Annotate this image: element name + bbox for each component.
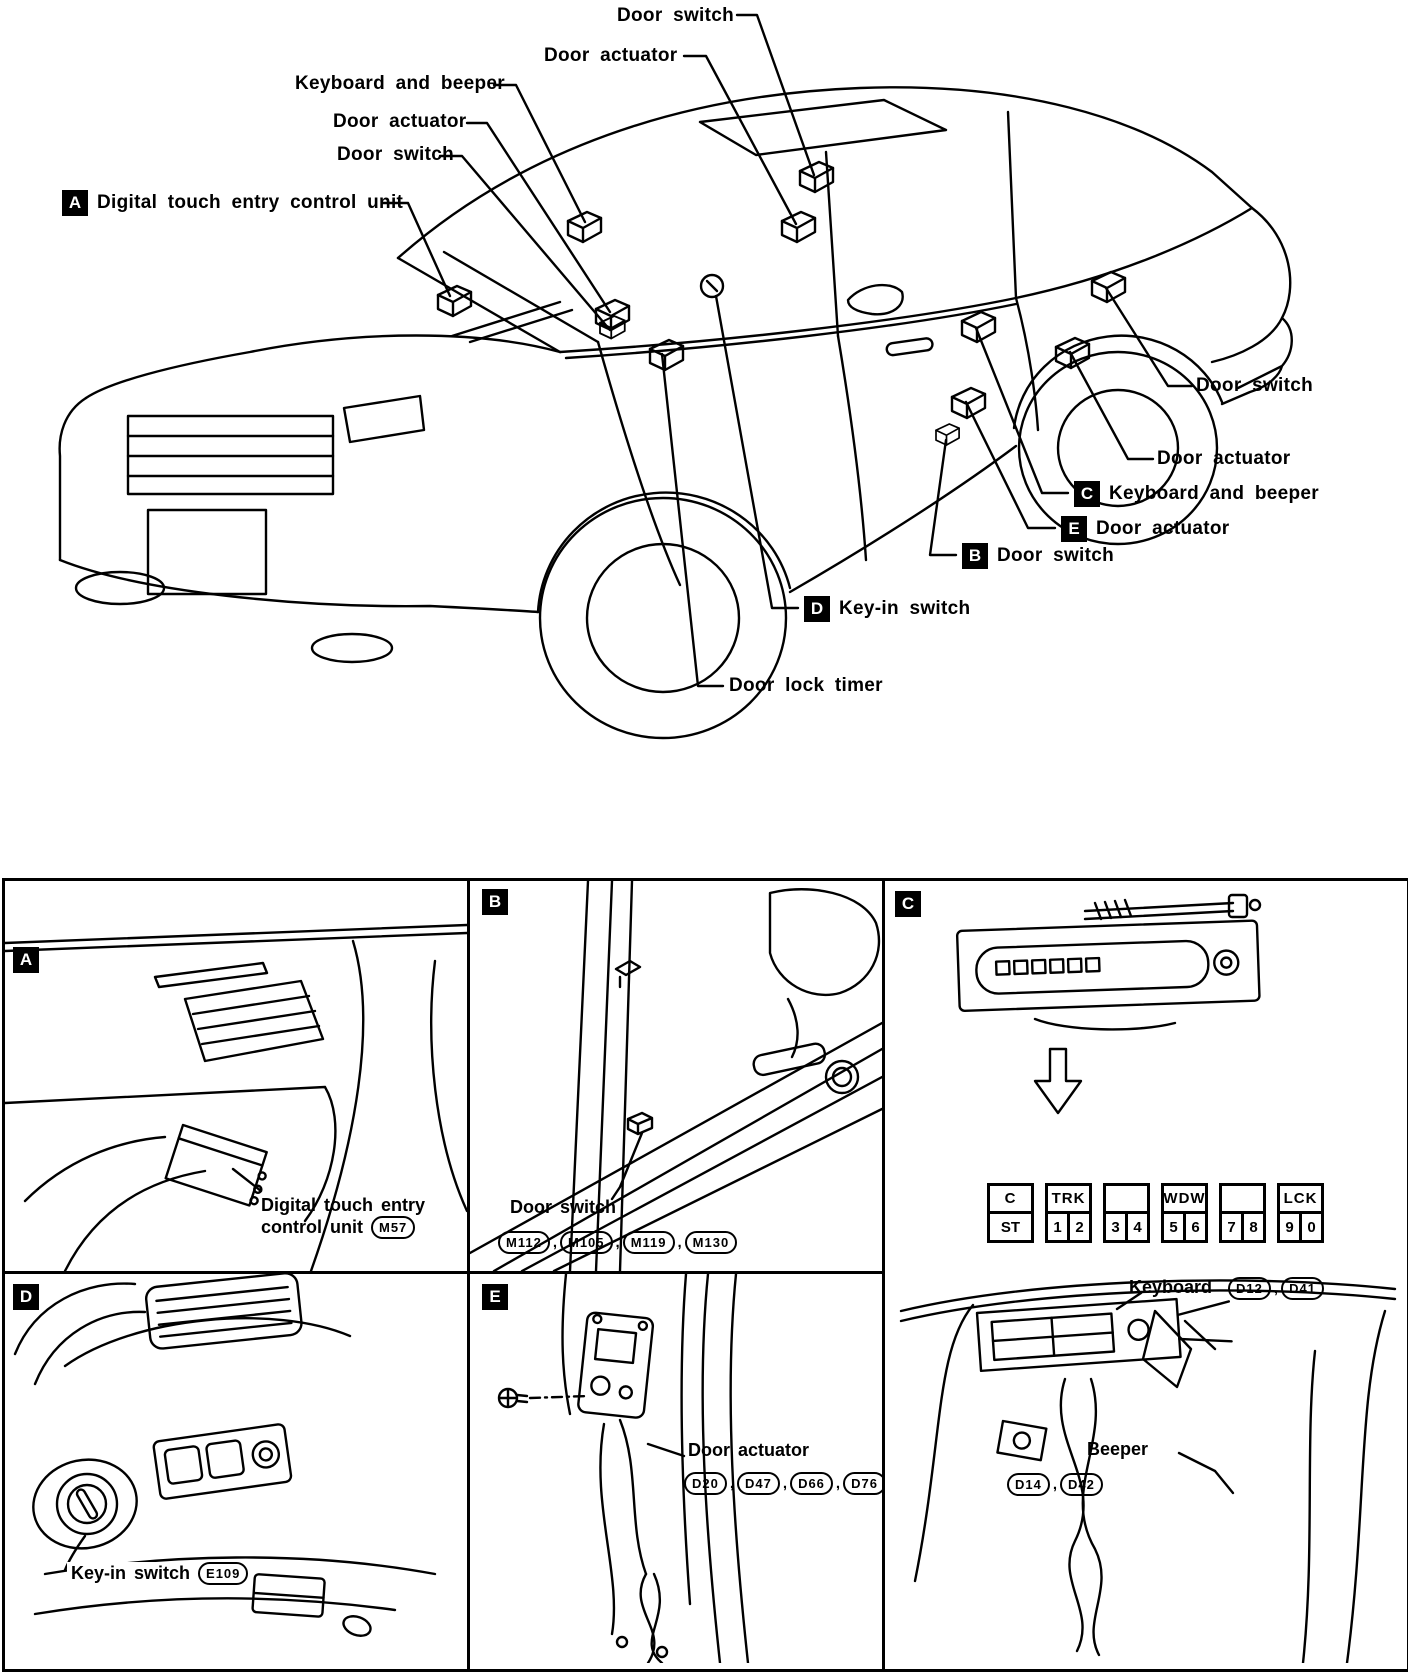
- connector-code: D12: [1228, 1277, 1271, 1300]
- panel-c-beeper-caption: [1087, 1439, 1148, 1460]
- connector-code: D66: [790, 1472, 833, 1495]
- connector-code: D47: [737, 1472, 780, 1495]
- panel-e: [470, 1274, 882, 1663]
- connector-code: D20: [684, 1472, 727, 1495]
- code-separator: ,: [729, 1475, 735, 1492]
- caption-line: control unit: [261, 1217, 363, 1237]
- side-mirror: [848, 285, 903, 314]
- panel-c-art: [885, 881, 1407, 1663]
- connector-code: D41: [1281, 1277, 1324, 1300]
- callout-label: Door switch: [1196, 375, 1314, 396]
- code-separator: ,: [615, 1234, 620, 1251]
- license-plate: [148, 510, 266, 594]
- keypad-key-digits: [990, 1214, 1031, 1240]
- keypad-key-digits: [1280, 1214, 1321, 1240]
- code-separator: ,: [1052, 1476, 1058, 1493]
- connector-codes: [1228, 1277, 1324, 1300]
- keypad-key: [1045, 1183, 1092, 1243]
- callout-keyboard-beeper-c: [1074, 481, 1319, 507]
- panel-b: [470, 881, 882, 1271]
- keypad-key: [1277, 1183, 1324, 1243]
- keypad-digit: 2: [1067, 1214, 1089, 1240]
- location-badge-b: B: [962, 543, 988, 569]
- connector-code: E109: [198, 1562, 248, 1585]
- panel-b-caption: [510, 1197, 616, 1218]
- front-door-handle: [886, 338, 933, 356]
- keypad-key-digits: [1048, 1214, 1089, 1240]
- code-separator: ,: [835, 1475, 841, 1492]
- location-badge-c: C: [1074, 481, 1100, 507]
- keypad-digit: 6: [1183, 1214, 1205, 1240]
- sunroof: [700, 100, 946, 155]
- code-separator: ,: [1273, 1280, 1279, 1297]
- connector-code: D42: [1060, 1473, 1103, 1496]
- panel-c-beeper-codes: [1007, 1473, 1103, 1496]
- keypad-key: [1219, 1183, 1266, 1243]
- keypad-key-function-label: [1222, 1186, 1263, 1214]
- callout-label: Keyboard and beeper: [1109, 483, 1319, 504]
- panel-e-caption: [688, 1440, 809, 1461]
- callout-door-switch-b: [962, 543, 1114, 569]
- keypad-key: [987, 1183, 1034, 1243]
- connector-code: M130: [685, 1231, 738, 1254]
- panel-badge-e: E: [482, 1284, 508, 1310]
- connector-code: M57: [371, 1216, 415, 1239]
- keypad-digit: ST: [1000, 1218, 1021, 1236]
- caption-line: Keyboard: [1129, 1277, 1213, 1297]
- keypad-key-digits: [1164, 1214, 1205, 1240]
- panel-badge-c: C: [895, 891, 921, 917]
- caption-line: Door switch: [510, 1197, 617, 1217]
- keypad-key-function-label: TRK: [1048, 1186, 1089, 1214]
- keypad-digit: 5: [1169, 1218, 1178, 1236]
- headlight: [344, 396, 424, 442]
- panel-e-codes: [684, 1472, 882, 1495]
- caption-line: Digital touch entry: [261, 1195, 426, 1215]
- panel-a: [5, 881, 467, 1271]
- callout-label: Door actuator: [333, 111, 467, 132]
- callout-door-switch-right: [1196, 375, 1313, 397]
- connector-code: D76: [843, 1472, 882, 1495]
- callout-keyboard-beeper-front: [295, 73, 505, 95]
- keypad-key-digits: [1106, 1214, 1147, 1240]
- location-badge-a: A: [62, 190, 88, 216]
- door-keypad: [987, 1183, 1324, 1243]
- callout-label: Door actuator: [1096, 518, 1230, 539]
- keypad-digit: 3: [1111, 1218, 1120, 1236]
- connector-code: D14: [1007, 1473, 1050, 1496]
- location-badge-d: D: [804, 596, 830, 622]
- callout-door-actuator-right: [1157, 448, 1290, 470]
- connector-code: M119: [623, 1231, 675, 1254]
- panel-a-caption: [261, 1195, 425, 1239]
- callout-door-switch-front: [337, 144, 454, 166]
- panel-d-art: [5, 1274, 467, 1663]
- panel-e-art: [470, 1274, 882, 1663]
- callout-door-switch-rear: [617, 5, 734, 27]
- panel-c-keyboard-caption: [1129, 1277, 1324, 1300]
- code-separator: ,: [677, 1234, 682, 1251]
- detail-panel-grid: [2, 878, 1408, 1672]
- keypad-digit: 4: [1125, 1214, 1147, 1240]
- keypad-key-digits: [1222, 1214, 1263, 1240]
- keypad-key: [1161, 1183, 1208, 1243]
- location-badge-e: E: [1061, 516, 1087, 542]
- keypad-key-function-label: [1106, 1186, 1147, 1214]
- callout-digital-touch-entry-unit: [62, 190, 403, 216]
- connector-code: M112: [498, 1231, 550, 1254]
- keypad-digit: 8: [1241, 1214, 1263, 1240]
- panel-b-codes: [498, 1231, 737, 1254]
- panel-d: [5, 1274, 467, 1663]
- caption-line: Key-in switch: [71, 1563, 191, 1583]
- caption-line: Door actuator: [688, 1440, 810, 1460]
- panel-badge-b: B: [482, 889, 508, 915]
- connector-codes: [198, 1562, 248, 1585]
- callout-label: Door actuator: [544, 45, 678, 66]
- callout-label: Key-in switch: [839, 598, 971, 619]
- panel-badge-a: A: [13, 947, 39, 973]
- connector-codes: [498, 1231, 737, 1254]
- keypad-key: [1103, 1183, 1150, 1243]
- keypad-digit: 7: [1227, 1218, 1236, 1236]
- callout-label: Door switch: [617, 5, 735, 26]
- panel-d-caption: [67, 1562, 252, 1585]
- caption-line: Beeper: [1087, 1439, 1149, 1459]
- keypad-digit: 9: [1285, 1218, 1294, 1236]
- callout-label: Door switch: [337, 144, 455, 165]
- connector-codes: [684, 1472, 882, 1495]
- keypad-digit: 0: [1299, 1214, 1321, 1240]
- callout-label: Door switch: [997, 545, 1115, 566]
- connector-codes: [371, 1216, 415, 1239]
- callout-door-actuator-front: [333, 111, 466, 133]
- callout-label: Keyboard and beeper: [295, 73, 505, 94]
- code-separator: ,: [782, 1475, 788, 1492]
- connector-codes: [1007, 1473, 1103, 1496]
- panel-c: [885, 881, 1407, 1663]
- keypad-key-function-label: C: [990, 1186, 1031, 1214]
- callout-label: Door lock timer: [729, 675, 883, 696]
- callout-key-in-switch-d: [804, 596, 970, 622]
- keypad-key-function-label: WDW: [1164, 1186, 1205, 1214]
- keypad-digit: 1: [1053, 1218, 1062, 1236]
- callout-door-actuator-rear: [544, 45, 677, 67]
- code-separator: ,: [552, 1234, 557, 1251]
- callout-label: Door actuator: [1157, 448, 1291, 469]
- panel-badge-d: D: [13, 1284, 39, 1310]
- callout-door-actuator-e: [1061, 516, 1229, 542]
- keypad-key-function-label: LCK: [1280, 1186, 1321, 1214]
- callout-door-lock-timer: [729, 675, 883, 697]
- callout-label: Digital touch entry control unit: [97, 192, 404, 213]
- connector-code: M105: [560, 1231, 613, 1254]
